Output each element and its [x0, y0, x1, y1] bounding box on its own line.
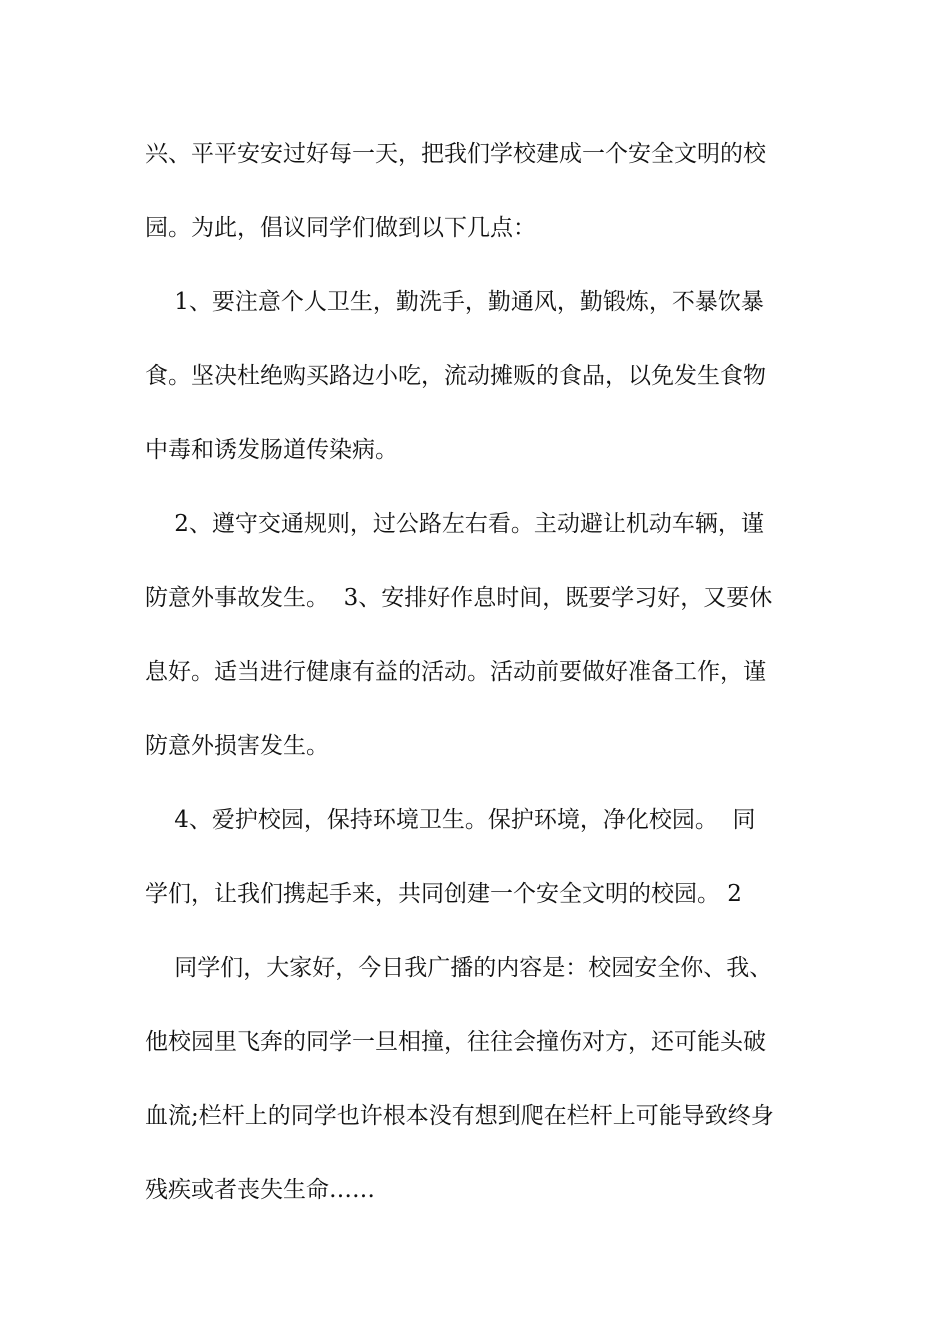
- text-line-2: 园。为此，倡议同学们做到以下几点：: [145, 215, 536, 241]
- text-line-15: 残疾或者丧失生命……: [145, 1177, 375, 1203]
- text-line-14: 血流;栏杆上的同学也许根本没有想到爬在栏杆上可能导致终身: [145, 1103, 774, 1129]
- text-line-1: 兴、平平安安过好每一天，把我们学校建成一个安全文明的校: [145, 141, 766, 167]
- text-line-8: 息好。适当进行健康有益的活动。活动前要做好准备工作，谨: [145, 659, 766, 685]
- text-line-4: 食。坚决杜绝购买路边小吃，流动摊贩的食品，以免发生食物: [145, 363, 766, 389]
- text-line-6: 2、遵守交通规则，过公路左右看。主动避让机动车辆，谨: [145, 511, 764, 537]
- text-line-13: 他校园里飞奔的同学一旦相撞，往往会撞伤对方，还可能头破: [145, 1029, 766, 1055]
- text-line-5: 中毒和诱发肠道传染病。: [145, 437, 398, 463]
- document-body: [145, 128, 820, 1238]
- text-line-11: 学们，让我们携起手来，共同创建一个安全文明的校园。 2: [145, 881, 742, 907]
- text-line-7: 防意外事故发生。 3、安排好作息时间，既要学习好，又要休: [145, 585, 773, 611]
- text-line-3: 1、要注意个人卫生，勤洗手，勤通风，勤锻炼，不暴饮暴: [145, 289, 764, 315]
- text-line-10: 4、爱护校园，保持环境卫生。保护环境，净化校园。 同: [145, 807, 756, 833]
- text-line-12: 同学们，大家好，今日我广播的内容是：校园安全你、我、: [145, 955, 773, 981]
- text-line-9: 防意外损害发生。: [145, 733, 329, 759]
